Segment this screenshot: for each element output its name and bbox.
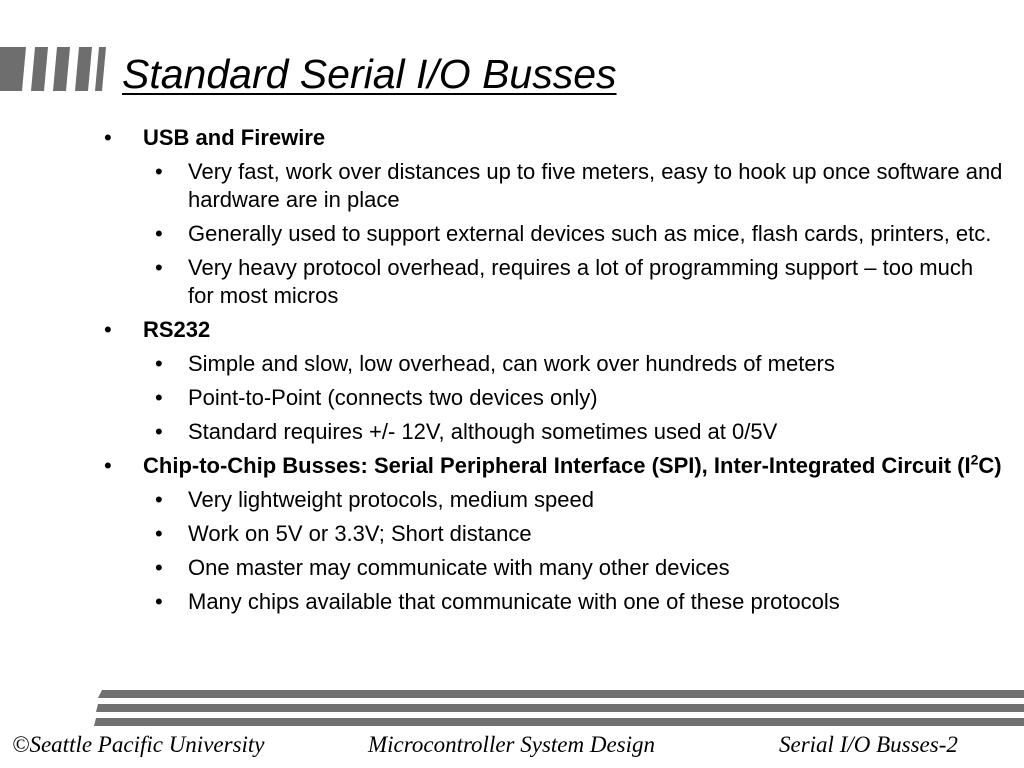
list-item — [0, 384, 1003, 412]
list-item — [0, 254, 1003, 310]
section-usb-firewire — [0, 124, 1003, 152]
bullet-icon: • — [155, 255, 163, 280]
list-item — [0, 588, 1003, 616]
footer-slide-number: Serial I/O Busses-2 — [779, 732, 958, 757]
list-item — [0, 418, 1003, 446]
bullet-icon: • — [104, 453, 112, 478]
bullet-icon: • — [155, 159, 163, 184]
section-heading: USB and Firewire — [143, 125, 326, 150]
footer-copyright: ©Seattle Pacific University — [12, 732, 265, 757]
bullet-icon: • — [155, 521, 163, 546]
item-text: Standard requires +/- 12V, although sometimes used at 0/5V — [188, 419, 778, 444]
list-item — [0, 350, 1003, 378]
bullet-icon: • — [155, 351, 163, 376]
footer-course-title: Microcontroller System Design — [368, 732, 656, 757]
item-text: Simple and slow, low overhead, can work over hundreds of meters — [188, 351, 835, 376]
bullet-icon: • — [104, 125, 112, 150]
bullet-icon: • — [155, 589, 163, 614]
bullet-icon: • — [155, 419, 163, 444]
title-bars-logo — [0, 43, 108, 95]
item-text: Point-to-Point (connects two devices only) — [188, 385, 598, 410]
section-heading — [143, 453, 1002, 478]
item-text: Very heavy protocol overhead, requires a lot of programming support – too much for most micros — [188, 255, 974, 308]
list-item — [0, 220, 1003, 248]
superscript: 2 — [970, 451, 979, 468]
slide-title: Standard Serial I/O Busses — [122, 51, 617, 97]
bullet-icon: • — [155, 221, 163, 246]
section-heading: RS232 — [143, 317, 211, 342]
item-text: Work on 5V or 3.3V; Short distance — [188, 521, 532, 546]
section-chip-to-chip — [0, 452, 1003, 480]
section-rs232 — [0, 316, 1003, 344]
bullet-icon: • — [104, 317, 112, 342]
slide-body — [0, 124, 1024, 616]
item-text: One master may communicate with many other devices — [188, 555, 730, 580]
bullet-icon: • — [155, 555, 163, 580]
list-item — [0, 486, 1003, 514]
list-item — [0, 520, 1003, 548]
bullet-icon: • — [155, 487, 163, 512]
heading-text: Chip-to-Chip Busses: Serial Peripheral Interface (SPI), Inter-Integrated Circuit (I — [143, 453, 971, 478]
list-item — [0, 158, 1003, 214]
list-item — [0, 554, 1003, 582]
item-text: Very lightweight protocols, medium speed — [188, 487, 594, 512]
heading-text-end: C) — [978, 453, 1002, 478]
footer-stripes — [94, 690, 1024, 728]
item-text: Very fast, work over distances up to five meters, easy to hook up once software and hardware are in place — [188, 159, 1003, 212]
bullet-icon: • — [155, 385, 163, 410]
item-text: Generally used to support external devices such as mice, flash cards, printers, etc. — [188, 221, 992, 246]
item-text: Many chips available that communicate with one of these protocols — [188, 589, 840, 614]
